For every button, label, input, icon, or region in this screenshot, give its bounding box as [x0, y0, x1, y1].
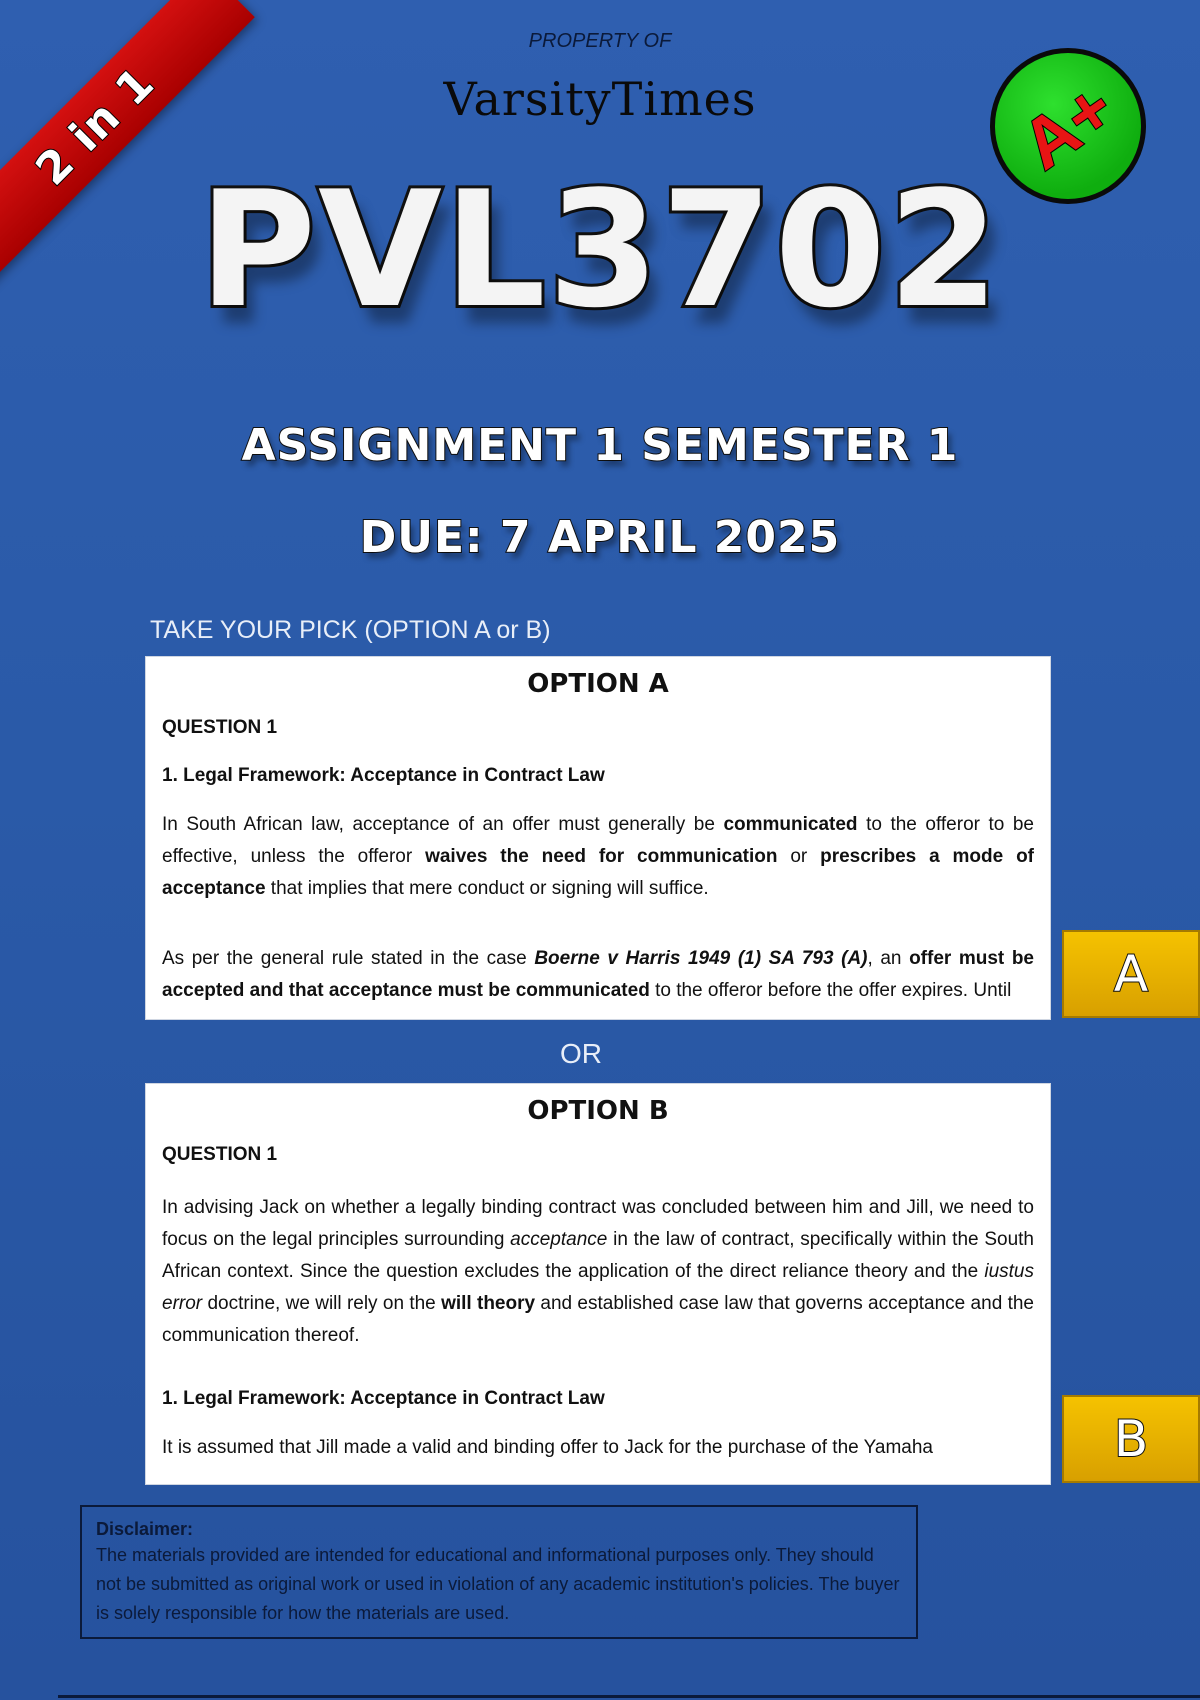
option-a-tab-label: A	[1113, 945, 1149, 1003]
option-a-paragraph-1: In South African law, acceptance of an offer must generally be communicated to the offeror to be effective, unless the offeror waives the need for communication or prescribes a mode of acceptance that implies that mere conduct or signing will suffice.	[162, 814, 1035, 899]
pick-option-label: TAKE YOUR PICK (OPTION A or B)	[150, 616, 551, 644]
option-a-subheading: 1. Legal Framework: Acceptance in Contract Law	[162, 765, 605, 786]
option-b-title: OPTION B	[527, 1096, 669, 1126]
due-date-heading: DUE: 7 APRIL 2025	[359, 512, 841, 563]
option-a-card	[145, 656, 1051, 1020]
option-b-card	[145, 1083, 1051, 1485]
option-a-paragraph-2: As per the general rule stated in the case Boerne v Harris 1949 (1) SA 793 (A), an offer must be accepted and that acceptance must be communicated to the offeror before the offer expires. Until	[162, 948, 1035, 1001]
ribbon-label: 2 in 1	[25, 56, 165, 196]
bottom-divider	[58, 1695, 1200, 1698]
option-a-question-label: QUESTION 1	[162, 717, 278, 738]
course-code-title: PVL3702	[198, 156, 1002, 343]
option-b-paragraph-2: It is assumed that Jill made a valid and binding offer to Jack for the purchase of the Yamaha	[162, 1437, 934, 1458]
disclaimer-text: The materials provided are intended for educational and informational purposes only. They should not be submitted as original work or used in violation of any academic institution's policies. The buyer is solely responsible for how the materials are used.	[96, 1545, 900, 1623]
property-of-label: PROPERTY OF	[528, 30, 672, 52]
brand-logo: VarsityTimes	[443, 72, 757, 126]
disclaimer-box	[80, 1505, 918, 1639]
option-b-paragraph-1: In advising Jack on whether a legally binding contract was concluded between him and Jill, we need to focus on the legal principles surrounding acceptance in the law of contract, specifically within the South African context. Since the question excludes the application of the direct reliance theory and the iustus error doctrine, we will rely on the will theory and established case law that governs acceptance and the communication thereof.	[162, 1197, 1034, 1346]
disclaimer-title: Disclaimer:	[96, 1519, 194, 1539]
option-b-tab[interactable]	[1062, 1395, 1200, 1483]
or-separator: OR	[560, 1038, 602, 1069]
option-a-title: OPTION A	[527, 669, 669, 699]
grade-badge-label: A+	[1008, 67, 1128, 185]
option-b-question-label: QUESTION 1	[162, 1144, 278, 1165]
option-a-tab[interactable]	[1062, 930, 1200, 1018]
assignment-heading: ASSIGNMENT 1 SEMESTER 1	[241, 420, 959, 471]
option-b-tab-label: B	[1113, 1410, 1149, 1468]
option-b-subheading: 1. Legal Framework: Acceptance in Contract Law	[162, 1388, 605, 1409]
